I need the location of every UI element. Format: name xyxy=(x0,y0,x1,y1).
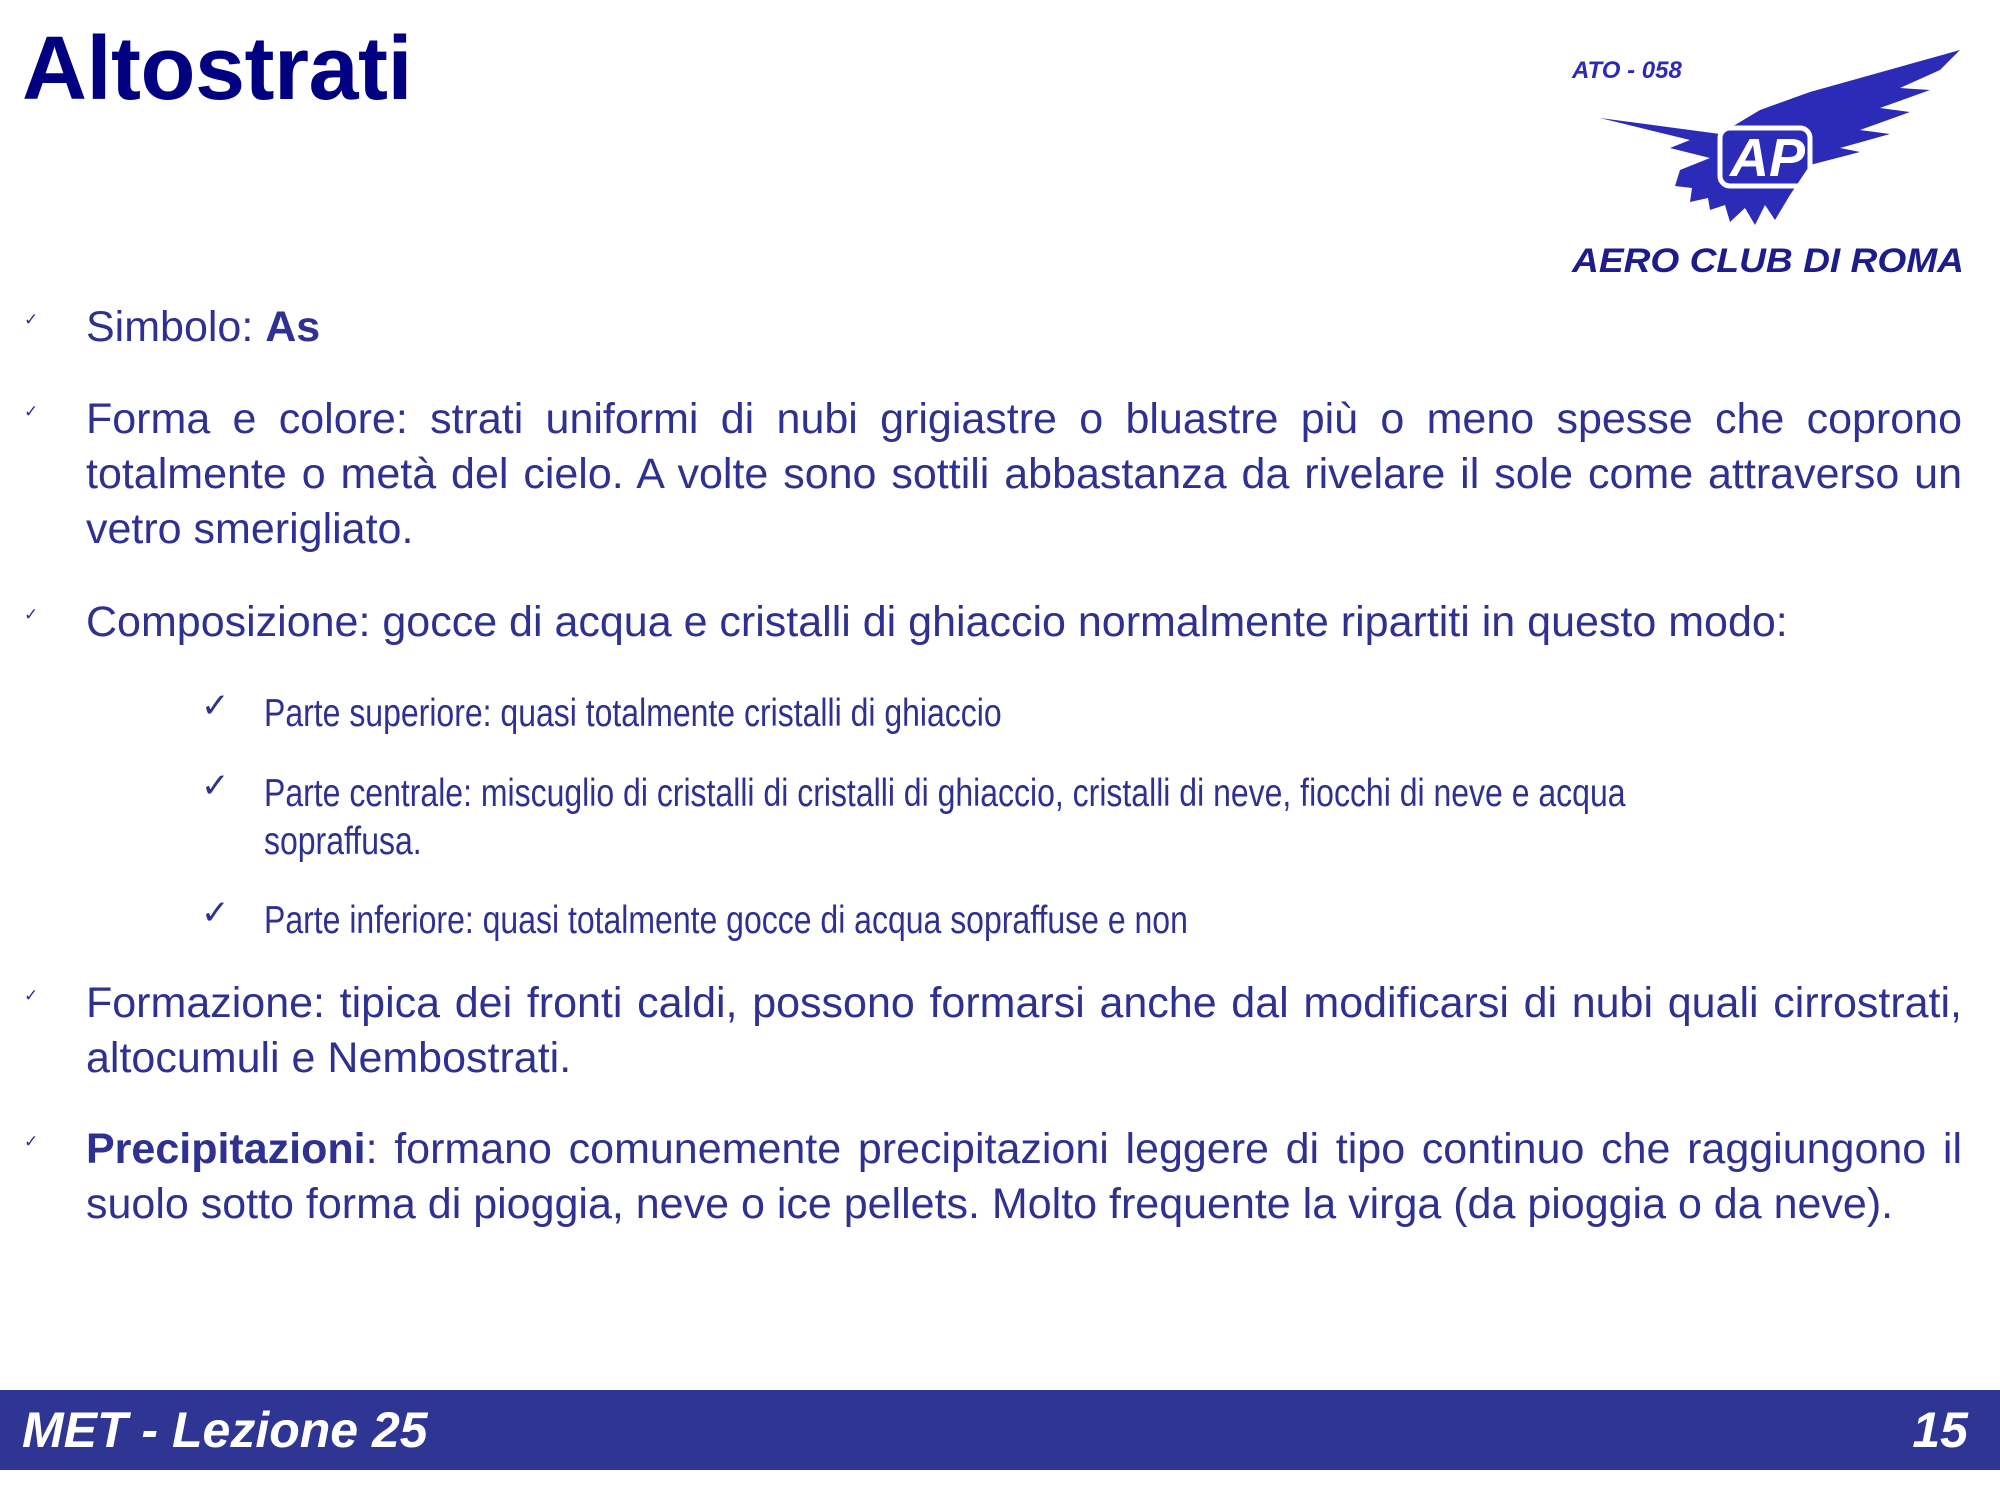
page-number: 15 xyxy=(1912,1402,1968,1458)
sub-bullet-text: Parte superiore: quasi totalmente cristalli di ghiaccio xyxy=(264,692,1002,735)
svg-text:AERO CLUB DI ROMA: AERO CLUB DI ROMA xyxy=(1570,242,1964,280)
checkmark-icon: ✓ xyxy=(24,1132,39,1151)
slide-title: Altostrati xyxy=(22,19,413,119)
checkmark-icon: ✓ xyxy=(24,986,39,1005)
svg-text:ATO - 058: ATO - 058 xyxy=(1572,57,1682,84)
eagle-logo-icon xyxy=(1560,30,1970,280)
checkmark-icon: ✓ xyxy=(201,893,230,933)
svg-text:AP: AP xyxy=(1730,128,1806,188)
checkmark-icon: ✓ xyxy=(201,686,230,726)
cloud-symbol: As xyxy=(265,303,321,351)
sub-bullet-text: Parte inferiore: quasi totalmente gocce di acqua sopraffuse e non xyxy=(264,899,1188,942)
slide-footer xyxy=(0,1390,2000,1470)
aero-club-logo xyxy=(1560,30,1970,280)
checkmark-icon: ✓ xyxy=(24,310,39,329)
bullet-heading: Precipitazioni xyxy=(86,1125,366,1173)
sub-bullet-text: Parte centrale: miscuglio di cristalli di cristalli di ghiaccio, cristalli di neve, fiocchi di neve e acqua sopraffusa. xyxy=(264,772,1626,863)
bullet-text: Forma e colore: strati uniformi di nubi grigiastre o bluastre più o meno spesse che coprono totalmente o metà del cielo. A volte sono sottili abbastanza da rivelare il sole come attraverso un vetro smerigliato. xyxy=(86,395,1962,553)
checkmark-icon: ✓ xyxy=(24,402,39,421)
bullet-text: Formazione: tipica dei fronti caldi, possono formarsi anche dal modificarsi di nubi quali cirrostrati, altocumuli e Nembostrati. xyxy=(86,979,1962,1082)
course-label: MET - Lezione 25 xyxy=(22,1402,428,1458)
bullet-text: Simbolo: As xyxy=(86,303,321,351)
bullet-text: Precipitazioni: formano comunemente precipitazioni leggere di tipo continuo che raggiungono il suolo sotto forma di pioggia, neve o ice pellets. Molto frequente la virga (da pioggia o da neve). xyxy=(86,1125,1962,1228)
checkmark-icon: ✓ xyxy=(24,605,39,624)
bullet-text: Composizione: gocce di acqua e cristalli di ghiaccio normalmente ripartiti in questo modo: xyxy=(86,598,1788,646)
checkmark-icon: ✓ xyxy=(201,766,230,806)
